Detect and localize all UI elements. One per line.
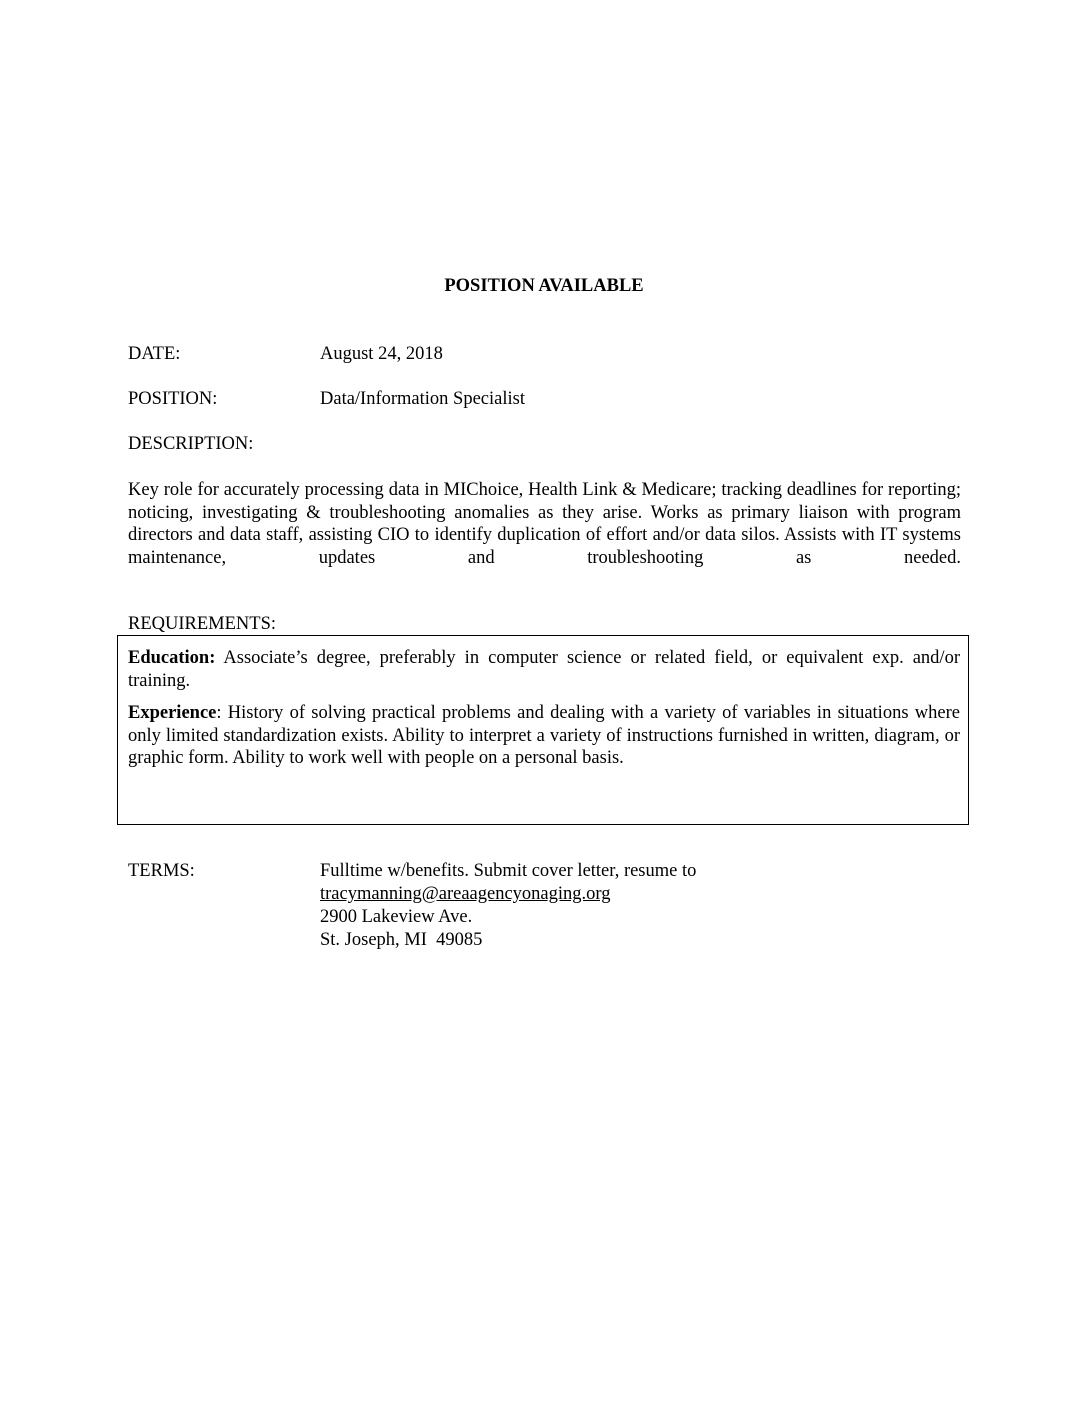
- page-title: [0, 276, 1088, 297]
- experience-text: : History of solving practical problems and dealing with a variety of variables in situations where only limited standardization exists. Ability to interpret a variety of instructions furnished in written, diagram, or graphic form. Ability to work well with people on a personal basis.: [128, 703, 960, 768]
- email-link[interactable]: tracymanning@areaagencyonaging.org: [320, 884, 611, 904]
- description-text: Key role for accurately processing data in MIChoice, Health Link & Medicare; tracking deadlines for reporting; noticing, investigating & troubleshooting anomalies as they arise. Works as primary liaison with program directors and data staff, assisting CIO to identify duplication of effort and/or data silos. Assists with IT systems maintenance, updates and troubleshooting as needed.: [128, 480, 961, 568]
- description-label: DESCRIPTION:: [128, 434, 254, 454]
- education-label: Education:: [128, 648, 216, 668]
- education-requirement: [128, 647, 960, 692]
- education-text: Associate’s degree, preferably in computer science or related field, or equivalent exp. and/or training.: [128, 648, 960, 691]
- date-value: August 24, 2018: [320, 344, 443, 364]
- experience-label: Experience: [128, 703, 217, 723]
- date-label: DATE:: [128, 344, 181, 364]
- requirements-box: [117, 635, 969, 825]
- requirements-label: REQUIREMENTS:: [128, 614, 276, 634]
- address-line2: St. Joseph, MI 49085: [320, 930, 483, 950]
- page-title-text: POSITION AVAILABLE: [444, 276, 644, 296]
- terms-label: TERMS:: [128, 861, 195, 881]
- terms-line1: Fulltime w/benefits. Submit cover letter, resume to: [320, 861, 697, 881]
- position-value: Data/Information Specialist: [320, 389, 525, 409]
- position-label: POSITION:: [128, 389, 218, 409]
- address-line1: 2900 Lakeview Ave.: [320, 907, 473, 927]
- experience-requirement: [128, 702, 960, 770]
